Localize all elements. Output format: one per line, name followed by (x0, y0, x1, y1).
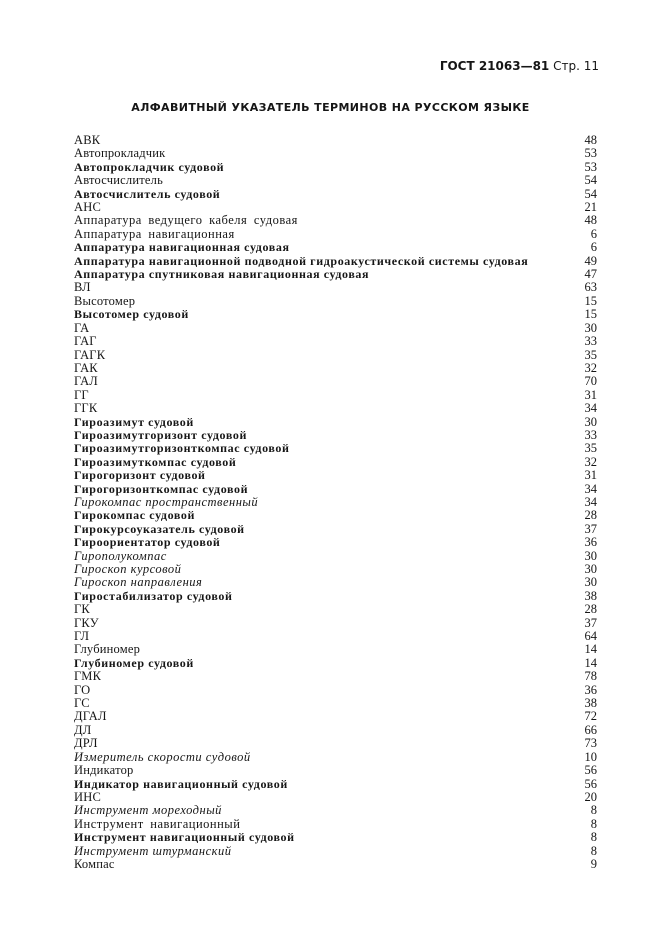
index-page-ref: 73 (584, 736, 597, 751)
index-term: Аппаратура ведущего кабеля судовая (74, 213, 298, 228)
index-term: Гирокомпас пространственный (74, 494, 259, 509)
index-page-ref: 49 (584, 253, 597, 268)
index-page-ref: 33 (584, 427, 597, 442)
index-entry (74, 147, 597, 160)
index-page-ref: 28 (584, 508, 597, 523)
index-entry (74, 523, 597, 536)
index-page-ref: 31 (584, 468, 597, 483)
index-term: ДГАЛ (74, 709, 107, 724)
index-page-ref: 33 (584, 334, 597, 349)
index-entry (74, 322, 597, 335)
index-entry (74, 643, 597, 656)
index-entry (74, 617, 597, 630)
index-entry (74, 536, 597, 549)
index-term: Индикатор навигационный судовой (74, 776, 288, 791)
index-term: ГК (74, 602, 90, 617)
index-term: ИНС (74, 789, 101, 804)
index-term: ГКУ (74, 615, 99, 630)
index-term: Аппаратура спутниковая навигационная судовая (74, 267, 370, 282)
index-entry (74, 804, 597, 817)
index-term: ГО (74, 682, 91, 697)
index-entry (74, 845, 597, 858)
index-entry (74, 509, 597, 522)
index-entry (74, 228, 597, 241)
index-entry (74, 710, 597, 723)
index-page-ref: 20 (584, 789, 597, 804)
index-term: Инструмент мореходный (74, 803, 222, 818)
index-term: Глубиномер (74, 642, 141, 657)
index-page-ref: 21 (584, 200, 597, 215)
index-page-ref: 31 (584, 387, 597, 402)
index-page-ref: 53 (584, 146, 597, 161)
index-entry (74, 281, 597, 294)
index-term: Компас (74, 856, 115, 871)
index-term: Гирокурсоуказатель судовой (74, 521, 245, 536)
index-entry (74, 375, 597, 388)
index-entry (74, 268, 597, 281)
index-entry (74, 684, 597, 697)
index-page-ref: 34 (584, 401, 597, 416)
index-term: Гирогоризонткомпас судовой (74, 481, 249, 496)
index-entry (74, 416, 597, 429)
index-term: ГМК (74, 669, 102, 684)
index-term: ГАГ (74, 334, 97, 349)
index-entry (74, 134, 597, 147)
index-term: Аппаратура навигационной подводной гидроакустической системы судовая (74, 253, 529, 268)
index-entry (74, 550, 597, 563)
index-term: Гиростабилизатор судовой (74, 588, 233, 603)
index-entry (74, 603, 597, 616)
index-entry (74, 778, 597, 791)
index-page-ref: 56 (584, 763, 597, 778)
index-page-ref: 34 (584, 494, 597, 509)
index-page-ref: 35 (584, 347, 597, 362)
page-number: Стр. 11 (553, 59, 599, 73)
index-term: ГАК (74, 360, 98, 375)
index-page-ref: 8 (590, 803, 597, 818)
index-page-ref: 14 (584, 642, 597, 657)
term-index-list (74, 134, 597, 871)
index-entry (74, 255, 597, 268)
index-entry (74, 402, 597, 415)
index-term: ГА (74, 320, 90, 335)
index-page-ref: 78 (584, 669, 597, 684)
index-term: ВЛ (74, 280, 91, 295)
index-entry (74, 590, 597, 603)
index-entry (74, 791, 597, 804)
index-term: Аппаратура навигационная судовая (74, 240, 290, 255)
index-entry (74, 858, 597, 871)
index-entry (74, 456, 597, 469)
index-page-ref: 38 (584, 588, 597, 603)
index-entry (74, 496, 597, 509)
index-page-ref: 10 (584, 749, 597, 764)
index-page-ref: 38 (584, 696, 597, 711)
index-entry (74, 214, 597, 227)
index-page-ref: 37 (584, 521, 597, 536)
index-term: ГГК (74, 401, 98, 416)
index-term: Гироазимутгоризонт судовой (74, 427, 247, 442)
index-term: Гироскоп направления (74, 575, 203, 590)
index-term: Аппаратура навигационная (74, 226, 235, 241)
index-term: Глубиномер судовой (74, 655, 194, 670)
index-page-ref: 56 (584, 776, 597, 791)
index-entry (74, 335, 597, 348)
index-page-ref: 9 (590, 856, 597, 871)
index-page-ref: 34 (584, 481, 597, 496)
index-page-ref: 15 (584, 293, 597, 308)
index-term: Высотомер судовой (74, 307, 189, 322)
index-entry (74, 576, 597, 589)
index-page-ref: 36 (584, 535, 597, 550)
index-term: ГГ (74, 387, 89, 402)
index-page-ref: 37 (584, 615, 597, 630)
index-entry (74, 308, 597, 321)
index-page-ref: 72 (584, 709, 597, 724)
index-term: ГАГК (74, 347, 106, 362)
index-entry (74, 697, 597, 710)
index-page-ref: 6 (590, 226, 597, 241)
index-entry (74, 389, 597, 402)
index-entry (74, 563, 597, 576)
index-term: Гироазимут судовой (74, 414, 194, 429)
standard-number: ГОСТ 21063—81 (439, 59, 550, 73)
index-page-ref: 8 (590, 843, 597, 858)
index-term: ДЛ (74, 722, 92, 737)
index-entry (74, 630, 597, 643)
index-term: Автосчислитель (74, 173, 163, 188)
index-page-ref: 66 (584, 722, 597, 737)
index-page-ref: 8 (590, 830, 597, 845)
index-page-ref: 63 (584, 280, 597, 295)
index-term: Гирогоризонт судовой (74, 468, 206, 483)
index-entry (74, 188, 597, 201)
index-term: Гирополукомпас (74, 548, 167, 563)
index-term: ГЛ (74, 629, 90, 644)
index-entry (74, 429, 597, 442)
index-page-ref: 47 (584, 267, 597, 282)
index-term: Гирокомпас судовой (74, 508, 196, 523)
index-term: ГАЛ (74, 374, 98, 389)
index-entry (74, 442, 597, 455)
index-page-ref: 30 (584, 575, 597, 590)
index-page-ref: 32 (584, 454, 597, 469)
index-page-ref: 30 (584, 562, 597, 576)
page-header (440, 59, 599, 73)
index-entry (74, 174, 597, 187)
index-page-ref: 15 (584, 307, 597, 322)
index-page-ref: 64 (584, 629, 597, 644)
index-term: ГС (74, 696, 90, 711)
index-page-ref: 48 (584, 213, 597, 228)
index-term: ДРЛ (74, 736, 98, 751)
index-entry (74, 724, 597, 737)
index-entry (74, 737, 597, 750)
index-term: Инструмент штурманский (74, 843, 232, 858)
index-page-ref: 53 (584, 159, 597, 174)
index-term: Инструмент навигационный (74, 816, 241, 831)
index-title: АЛФАВИТНЫЙ УКАЗАТЕЛЬ ТЕРМИНОВ НА РУССКОМ ЯЗЫКЕ (131, 101, 530, 114)
index-entry (74, 295, 597, 308)
index-entry (74, 818, 597, 831)
index-entry (74, 751, 597, 764)
index-entry (74, 657, 597, 670)
index-page-ref: 6 (590, 240, 597, 255)
index-page-ref: 8 (590, 816, 597, 831)
index-page-ref: 30 (584, 320, 597, 335)
index-term: Гироскоп курсовой (74, 562, 182, 576)
index-entry (74, 349, 597, 362)
index-page-ref: 54 (584, 173, 597, 188)
index-page-ref: 36 (584, 682, 597, 697)
index-term: Индикатор (74, 763, 134, 778)
index-page-ref: 35 (584, 441, 597, 456)
index-entry (74, 469, 597, 482)
index-entry (74, 670, 597, 683)
index-page-ref: 30 (584, 548, 597, 563)
index-term: Измеритель скорости судовой (74, 749, 251, 764)
index-page-ref: 54 (584, 186, 597, 201)
index-page-ref: 28 (584, 602, 597, 617)
index-page-ref: 48 (584, 133, 597, 147)
index-entry (74, 764, 597, 777)
index-entry (74, 362, 597, 375)
index-entry (74, 483, 597, 496)
index-entry (74, 831, 597, 844)
index-term: АВК (74, 133, 101, 147)
index-term: Автосчислитель судовой (74, 186, 221, 201)
index-page-ref: 70 (584, 374, 597, 389)
index-entry (74, 201, 597, 214)
index-entry (74, 241, 597, 254)
index-page-ref: 30 (584, 414, 597, 429)
index-term: Автопрокладчик (74, 146, 166, 161)
index-term: Автопрокладчик судовой (74, 159, 225, 174)
index-entry (74, 161, 597, 174)
index-term: АНС (74, 200, 101, 215)
index-page-ref: 32 (584, 360, 597, 375)
index-term: Гироазимуткомпас судовой (74, 454, 237, 469)
index-term: Инструмент навигационный судовой (74, 830, 295, 845)
index-term: Высотомер (74, 293, 136, 308)
index-page-ref: 14 (584, 655, 597, 670)
index-term: Гироориентатор судовой (74, 535, 221, 550)
index-term: Гироазимутгоризонткомпас судовой (74, 441, 290, 456)
